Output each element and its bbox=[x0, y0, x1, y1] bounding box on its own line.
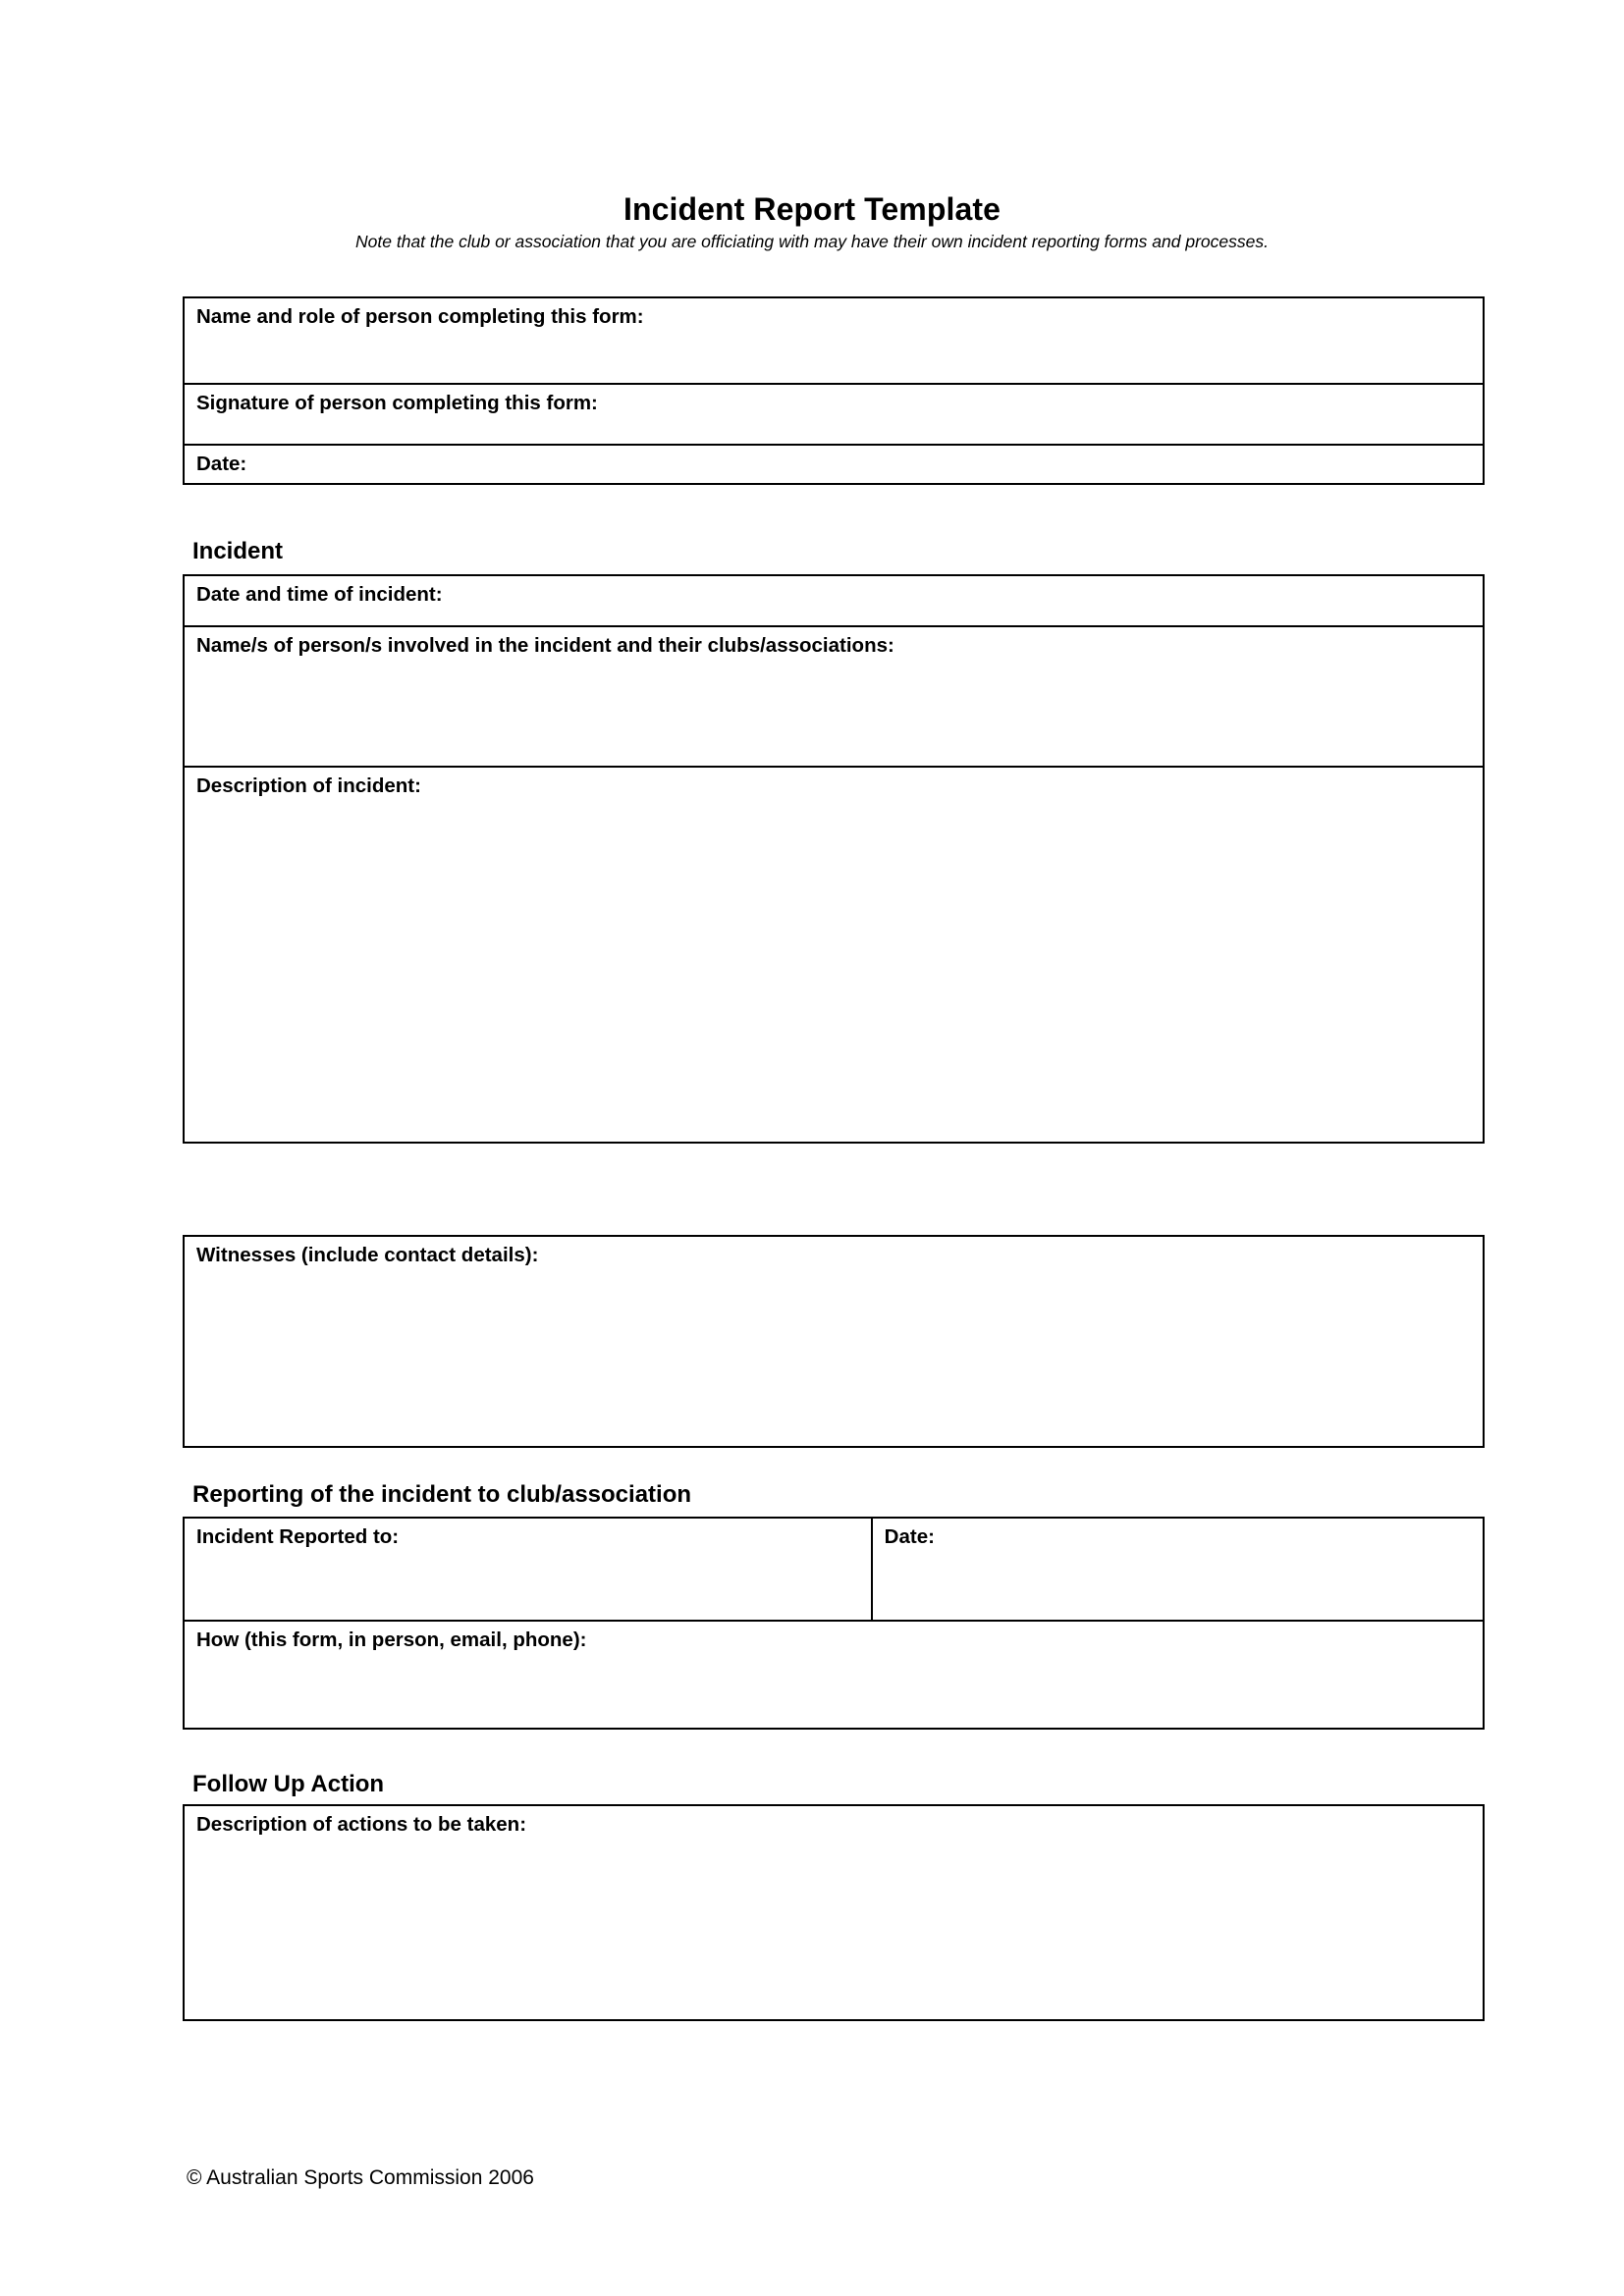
field-label-description-of-actions: Description of actions to be taken: bbox=[196, 1813, 527, 1836]
field-label-reported-date: Date: bbox=[884, 1525, 935, 1548]
witnesses-table bbox=[183, 1235, 1485, 1448]
field-label-signature: Signature of person completing this form: bbox=[196, 392, 598, 414]
field-row-description-of-incident[interactable] bbox=[185, 766, 1483, 1142]
field-label-date: Date: bbox=[196, 453, 247, 475]
follow-up-table bbox=[183, 1804, 1485, 2021]
section-heading-reporting: Reporting of the incident to club/association bbox=[192, 1481, 692, 1508]
field-row-date[interactable] bbox=[185, 444, 1483, 483]
section-heading-follow-up: Follow Up Action bbox=[192, 1771, 385, 1797]
page-title: Incident Report Template bbox=[623, 191, 1001, 227]
field-label-name-and-role: Name and role of person completing this form: bbox=[196, 305, 644, 328]
page-note: Note that the club or association that you are officiating with may have their own incident reporting forms and processes. bbox=[355, 232, 1269, 251]
field-label-incident-reported-to: Incident Reported to: bbox=[196, 1525, 400, 1548]
incident-table bbox=[183, 574, 1485, 1144]
reporting-table bbox=[183, 1517, 1485, 1730]
section-heading-incident: Incident bbox=[192, 538, 284, 564]
field-label-how-reported: How (this form, in person, email, phone): bbox=[196, 1629, 587, 1651]
completed-by-table bbox=[183, 296, 1485, 485]
field-row-how-reported[interactable] bbox=[185, 1620, 1483, 1728]
field-row-persons-involved[interactable] bbox=[185, 625, 1483, 766]
field-row-signature[interactable] bbox=[185, 383, 1483, 444]
field-label-description-of-incident: Description of incident: bbox=[196, 774, 421, 797]
field-row-description-of-actions[interactable] bbox=[185, 1806, 1483, 2019]
copyright-footer: © Australian Sports Commission 2006 bbox=[187, 2166, 534, 2189]
field-cell-reported-date[interactable] bbox=[873, 1519, 1483, 1620]
field-row-date-and-time-of-incident[interactable] bbox=[185, 576, 1483, 625]
field-row-name-and-role[interactable] bbox=[185, 298, 1483, 383]
field-label-persons-involved: Name/s of person/s involved in the incident and their clubs/associations: bbox=[196, 634, 894, 657]
field-cell-incident-reported-to[interactable] bbox=[185, 1519, 873, 1620]
field-row-witnesses[interactable] bbox=[185, 1237, 1483, 1446]
field-label-date-and-time-of-incident: Date and time of incident: bbox=[196, 583, 443, 606]
field-row-reported-to-and-date bbox=[185, 1519, 1483, 1620]
field-label-witnesses: Witnesses (include contact details): bbox=[196, 1244, 539, 1266]
